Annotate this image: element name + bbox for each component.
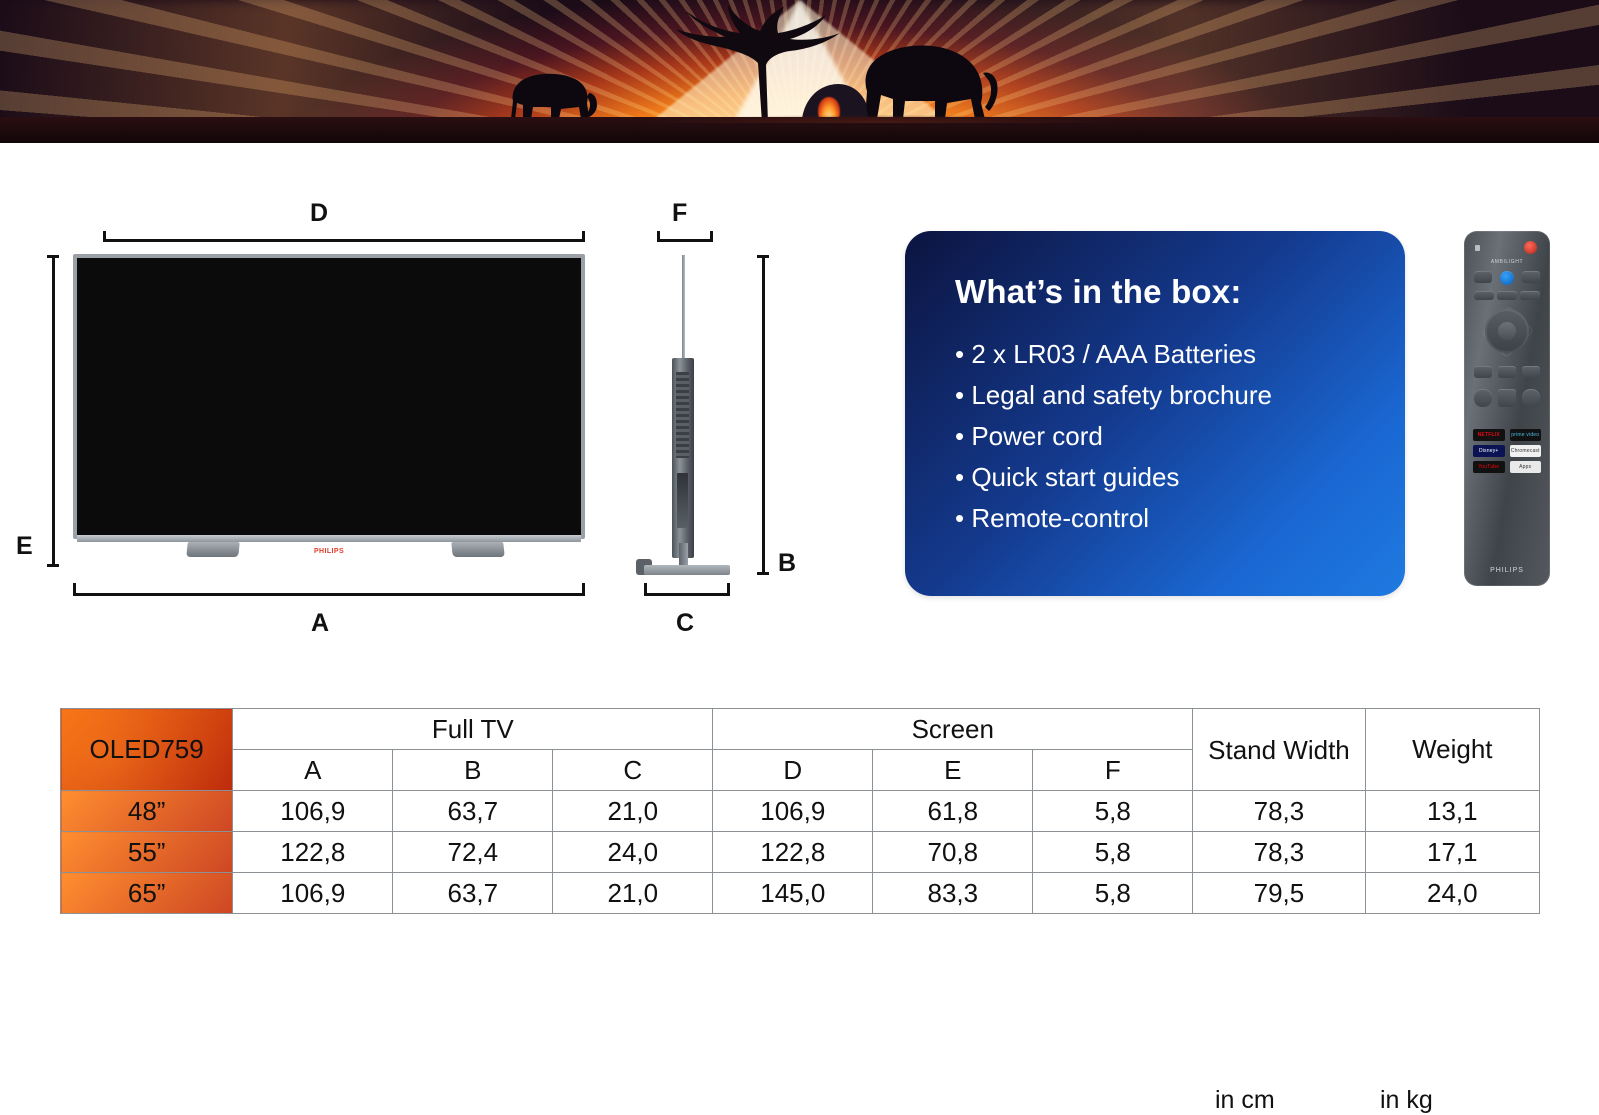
- row-size-label: 65”: [61, 873, 233, 914]
- model-name-cell: OLED759: [61, 709, 233, 791]
- channel-list-button-icon: [1497, 291, 1517, 300]
- tv-front-illustration: [73, 254, 585, 555]
- table-group-header-row: [61, 709, 1540, 750]
- dimension-rule-b: [762, 255, 765, 575]
- dimension-rule-d: [103, 239, 585, 242]
- spec-sheet: [0, 143, 1599, 1114]
- dpad-ok-button-icon: [1485, 309, 1529, 353]
- subtitle-button-icon: [1520, 291, 1540, 300]
- settings-button-icon: [1522, 271, 1540, 283]
- dimension-rule-f: [657, 239, 713, 242]
- group-header-full-tv: Full TV: [233, 709, 713, 750]
- cell-stand-width: 78,3: [1193, 832, 1365, 873]
- remote-indicator-icon: [1475, 245, 1480, 251]
- youtube-shortcut-icon: YouTube: [1473, 461, 1505, 473]
- dimension-rule-e: [52, 255, 55, 567]
- remote-app-shortcuts: [1473, 429, 1541, 473]
- dimension-rule-a: [73, 593, 585, 596]
- cell-stand-width: 78,3: [1193, 791, 1365, 832]
- cell-f: 5,8: [1033, 791, 1193, 832]
- tv-foot-right: [451, 542, 505, 557]
- numeric-keypad-button-icon: [1498, 389, 1516, 407]
- cell-e: 61,8: [873, 791, 1033, 832]
- ambilight-label: AMBILIGHT: [1490, 259, 1524, 265]
- channel-rocker-icon: [1522, 389, 1540, 407]
- home-button-icon: [1522, 366, 1540, 378]
- dimension-label-e: E: [16, 532, 33, 560]
- cell-a: 106,9: [233, 873, 393, 914]
- specification-table: [60, 708, 1540, 914]
- list-item: • 2 x LR03 / AAA Batteries: [955, 334, 1272, 375]
- tv-brand-logo: PHILIPS: [313, 548, 345, 555]
- cell-a: 106,9: [233, 791, 393, 832]
- list-item: • Remote-control: [955, 498, 1272, 539]
- remote-control-illustration: [1464, 231, 1550, 586]
- column-header-c: C: [553, 750, 713, 791]
- table-row: [61, 832, 1540, 873]
- table-row: [61, 873, 1540, 914]
- hero-banner: [0, 0, 1599, 143]
- tv-side-body: [672, 358, 694, 558]
- table-row: [61, 791, 1540, 832]
- group-header-weight: Weight: [1365, 709, 1539, 791]
- cell-d: 122,8: [713, 832, 873, 873]
- apps-shortcut-icon: Apps: [1510, 461, 1542, 473]
- column-header-f: F: [1033, 750, 1193, 791]
- cell-a: 122,8: [233, 832, 393, 873]
- whats-in-the-box-list: [955, 334, 1272, 539]
- remote-row-tvguide: [1474, 291, 1540, 300]
- list-item: • Power cord: [955, 416, 1272, 457]
- cell-d: 145,0: [713, 873, 873, 914]
- dimension-rule-c: [644, 593, 730, 596]
- tv-foot-left: [186, 542, 240, 557]
- tv-stand-base: [644, 565, 730, 575]
- tv-guide-button-icon: [1474, 291, 1494, 300]
- cell-c: 24,0: [553, 832, 713, 873]
- tv-stand-column: [679, 543, 688, 567]
- cell-e: 83,3: [873, 873, 1033, 914]
- column-header-a: A: [233, 750, 393, 791]
- volume-rocker-icon: [1474, 389, 1492, 407]
- netflix-shortcut-icon: NETFLIX: [1473, 429, 1505, 441]
- remote-top-row: [1473, 241, 1541, 253]
- cell-c: 21,0: [553, 873, 713, 914]
- cell-weight: 17,1: [1365, 832, 1539, 873]
- row-size-label: 55”: [61, 832, 233, 873]
- remote-row-volume-channel: [1474, 389, 1540, 407]
- cell-weight: 13,1: [1365, 791, 1539, 832]
- list-item: • Legal and safety brochure: [955, 375, 1272, 416]
- source-button-icon: [1474, 271, 1492, 283]
- cell-c: 21,0: [553, 791, 713, 832]
- dimension-label-c: C: [676, 609, 695, 637]
- assistant-button-icon: [1500, 271, 1514, 285]
- hero-ground: [0, 117, 1599, 143]
- dimension-label-b: B: [778, 549, 797, 577]
- remote-row-source: [1474, 271, 1540, 285]
- column-header-e: E: [873, 750, 1033, 791]
- group-header-screen: Screen: [713, 709, 1193, 750]
- menu-button-icon: [1498, 366, 1516, 378]
- cell-stand-width: 79,5: [1193, 873, 1365, 914]
- cell-d: 106,9: [713, 791, 873, 832]
- cell-b: 72,4: [393, 832, 553, 873]
- remote-row-back-home: [1474, 366, 1540, 378]
- power-button-icon: [1524, 241, 1537, 254]
- cell-b: 63,7: [393, 791, 553, 832]
- whats-in-the-box-title: What’s in the box:: [955, 273, 1242, 310]
- cell-b: 63,7: [393, 873, 553, 914]
- whats-in-the-box-panel: [905, 231, 1405, 596]
- dimension-label-f: F: [672, 199, 688, 227]
- remote-brand-logo: PHILIPS: [1490, 567, 1524, 574]
- chromecast-shortcut-icon: Chromecast: [1510, 445, 1542, 457]
- dimension-label-a: A: [311, 609, 330, 637]
- cell-e: 70,8: [873, 832, 1033, 873]
- cell-f: 5,8: [1033, 832, 1193, 873]
- dimension-label-d: D: [310, 199, 329, 227]
- unit-mass-label: in kg: [1380, 1086, 1433, 1114]
- list-item: • Quick start guides: [955, 457, 1272, 498]
- back-button-icon: [1474, 366, 1492, 378]
- elephant-silhouette-large-icon: [855, 33, 1005, 119]
- column-header-d: D: [713, 750, 873, 791]
- unit-length-label: in cm: [1215, 1086, 1275, 1114]
- row-size-label: 48”: [61, 791, 233, 832]
- specification-table-wrapper: [60, 708, 1540, 1114]
- group-header-stand-width: Stand Width: [1193, 709, 1365, 791]
- disney-plus-shortcut-icon: Disney+: [1473, 445, 1505, 457]
- cell-weight: 24,0: [1365, 873, 1539, 914]
- prime-video-shortcut-icon: prime video: [1510, 429, 1542, 441]
- column-header-b: B: [393, 750, 553, 791]
- cell-f: 5,8: [1033, 873, 1193, 914]
